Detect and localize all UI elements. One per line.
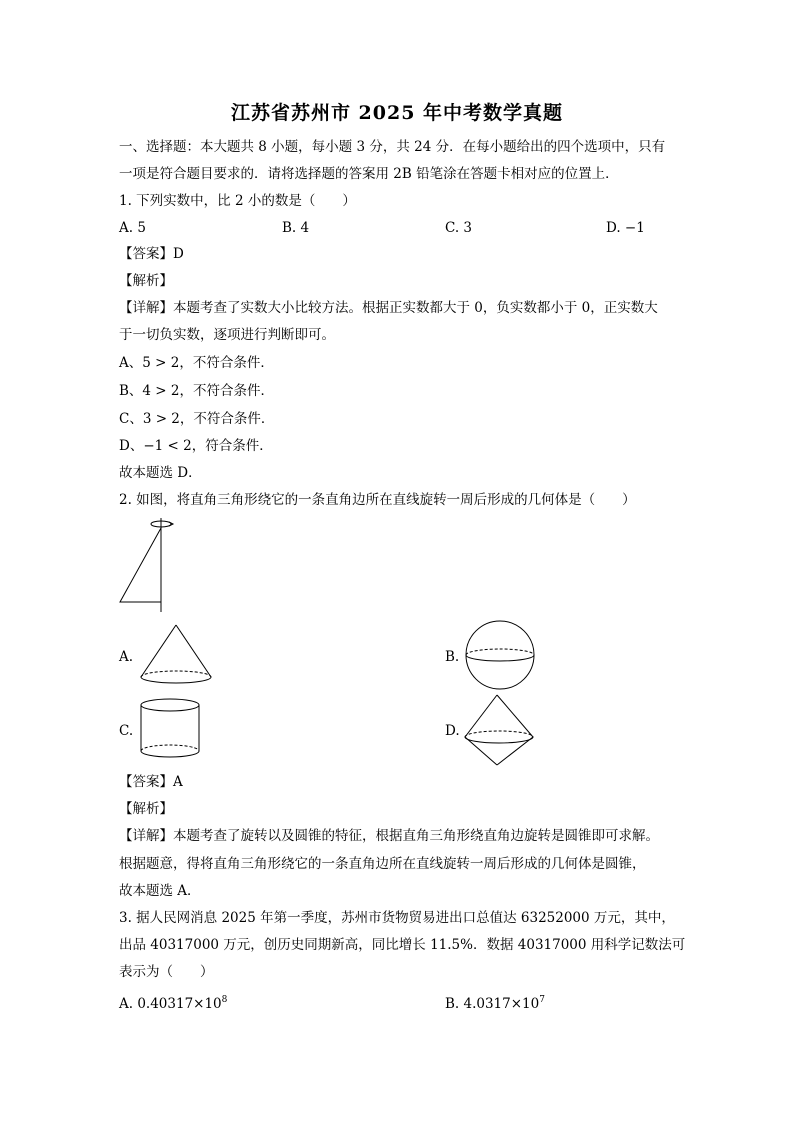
q3-stem-line-3: 表示为（ ） xyxy=(119,964,214,980)
q2-detail-line-1: 【详解】本题考查了旋转以及圆锥的特征，根据直角三角形绕直角边旋转是圆锥即可求解。 xyxy=(119,828,659,844)
sphere-figure xyxy=(462,620,538,692)
q3-option-a-text: A. 0.40317×10 xyxy=(119,996,222,1012)
q2-option-c-label: C. xyxy=(119,723,134,739)
q2-option-d-label: D. xyxy=(445,723,460,739)
q1-item-b: B、4 > 2，不符合条件． xyxy=(119,383,274,399)
q3-option-b-exponent: 7 xyxy=(539,995,545,1005)
q2-detail-line-2: 根据题意，得将直角三角形绕它的一条直角边所在直线旋转一周后形成的几何体是圆锥， xyxy=(119,856,646,872)
q1-option-d: D. −1 xyxy=(606,220,645,236)
section-intro-line-1: 一、选择题：本大题共 8 小题，每小题 3 分，共 24 分．在每小题给出的四个选项中，只有 xyxy=(119,139,666,155)
cone-figure xyxy=(138,623,214,687)
q3-option-a-exponent: 8 xyxy=(221,995,228,1005)
q1-item-d: D、−1 < 2，符合条件． xyxy=(119,438,273,454)
section-intro-line-2: 一项是符合题目要求的．请将选择题的答案用 2B 铅笔涂在答题卡相对应的位置上． xyxy=(119,166,619,182)
q1-item-c: C、3 > 2，不符合条件． xyxy=(119,411,275,427)
q2-option-b-label: B. xyxy=(445,649,460,665)
q1-answer: 【答案】D xyxy=(119,246,184,262)
cylinder-figure xyxy=(138,697,208,761)
q1-option-a: A. 5 xyxy=(119,220,146,236)
q3-stem-line-1: 3. 据人民网消息 2025 年第一季度，苏州市货物贸易进出口总值达 63252000 万元，其中， xyxy=(119,910,675,926)
q2-stem: 2. 如图，将直角三角形绕它的一条直角边所在直线旋转一周后形成的几何体是（ ） xyxy=(119,492,636,508)
q1-analysis-label: 【解析】 xyxy=(119,273,173,289)
q1-conclusion: 故本题选 D． xyxy=(119,465,202,481)
q3-option-b xyxy=(445,995,545,1013)
q3-option-b-text: B. 4.0317×10 xyxy=(445,996,540,1012)
q2-answer: 【答案】A xyxy=(119,774,183,790)
q1-item-a: A、5 > 2，不符合条件． xyxy=(119,355,274,371)
q1-detail-line-2: 于一切负实数，逐项进行判断即可。 xyxy=(119,327,335,343)
q2-conclusion: 故本题选 A． xyxy=(119,883,201,899)
q3-stem-line-2: 出品 40317000 万元，创历史同期新高，同比增长 11.5%．数据 40317000 用科学记数法可 xyxy=(119,937,686,953)
q2-analysis-label: 【解析】 xyxy=(119,801,173,817)
q3-option-a xyxy=(119,995,227,1013)
double-cone-figure xyxy=(462,693,538,769)
right-triangle-rotation-figure xyxy=(115,516,185,616)
q1-detail-line-1: 【详解】本题考查了实数大小比较方法。根据正实数都大于 0，负实数都小于 0，正实数大 xyxy=(119,300,658,316)
q1-option-b: B. 4 xyxy=(282,220,310,236)
q1-option-c: C. 3 xyxy=(445,220,473,236)
q2-option-a-label: A. xyxy=(119,649,134,665)
page-title: 江苏省苏州市 2025 年中考数学真题 xyxy=(230,102,564,124)
q1-stem: 1. 下列实数中，比 2 小的数是（ ） xyxy=(119,193,356,209)
